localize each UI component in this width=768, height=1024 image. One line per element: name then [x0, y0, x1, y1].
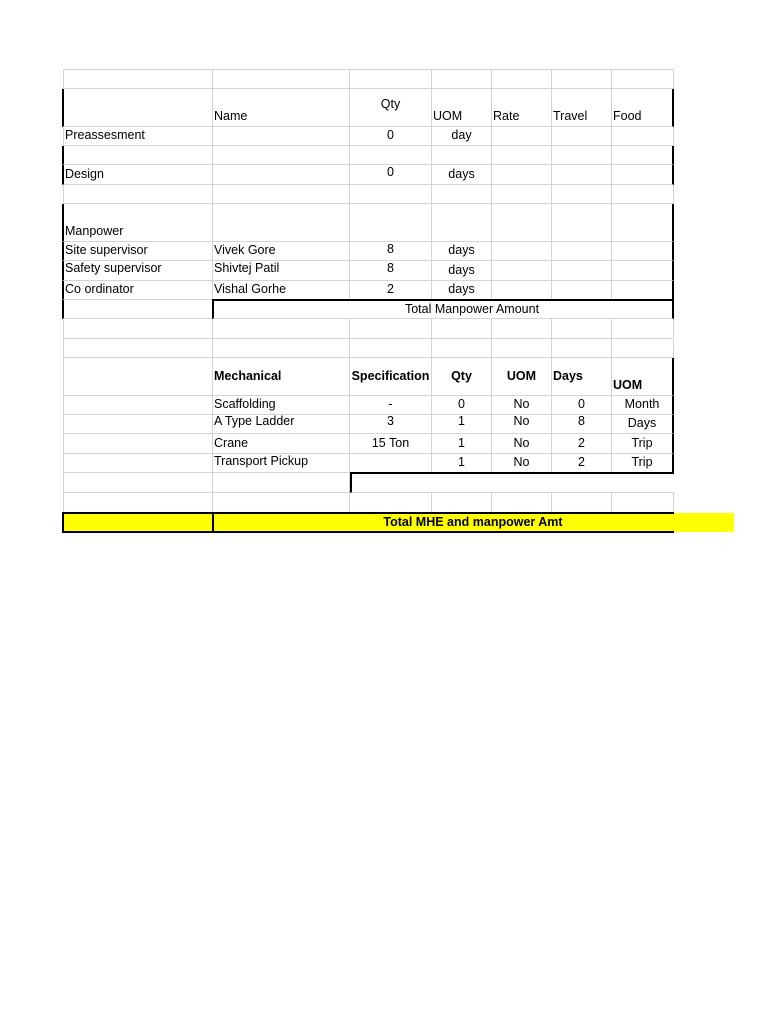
cell-empty[interactable] — [63, 434, 213, 454]
mech-spec[interactable]: 15 Ton — [350, 434, 432, 454]
preassessment-qty[interactable]: 0 — [350, 127, 432, 146]
cell-empty[interactable] — [350, 319, 432, 339]
cell-empty[interactable] — [612, 493, 674, 513]
cell-empty[interactable] — [432, 146, 492, 165]
mech-item[interactable]: Crane — [213, 434, 350, 454]
cell-empty[interactable] — [63, 185, 213, 204]
cell-empty[interactable] — [492, 127, 552, 146]
mech-spec[interactable] — [350, 454, 432, 473]
cell-empty[interactable] — [552, 242, 612, 261]
header-mech-qty[interactable]: Qty — [432, 358, 492, 396]
mech-days[interactable]: 2 — [552, 454, 612, 473]
mech-days[interactable]: 0 — [552, 396, 612, 415]
manpower-role[interactable]: Co ordinator — [62, 281, 213, 300]
mech-uom[interactable]: No — [492, 434, 552, 454]
manpower-uom[interactable]: days — [432, 261, 492, 281]
cell-empty[interactable] — [552, 165, 612, 185]
row-label-preassessment[interactable]: Preassesment — [63, 127, 213, 146]
mech-unit[interactable]: Days — [612, 415, 674, 434]
cell-empty[interactable] — [63, 69, 213, 89]
cell-empty[interactable] — [432, 204, 492, 242]
mech-unit[interactable]: Trip — [612, 454, 674, 473]
manpower-name[interactable]: Vishal Gorhe — [213, 281, 350, 300]
cell-empty[interactable] — [350, 185, 432, 204]
cell-empty[interactable] — [552, 281, 612, 300]
cell-empty[interactable] — [552, 339, 612, 358]
mech-item[interactable]: A Type Ladder — [213, 415, 350, 434]
mech-qty[interactable]: 1 — [432, 415, 492, 434]
cell-empty[interactable] — [492, 69, 552, 89]
header-rate[interactable]: Rate — [492, 89, 552, 127]
cell-empty[interactable] — [213, 69, 350, 89]
cell-empty[interactable] — [213, 319, 350, 339]
mech-uom[interactable]: No — [492, 454, 552, 473]
mech-qty[interactable]: 1 — [432, 434, 492, 454]
cell-empty[interactable] — [63, 493, 213, 513]
cell-empty[interactable] — [63, 319, 213, 339]
cell-empty[interactable] — [612, 127, 674, 146]
cell-empty[interactable] — [552, 319, 612, 339]
cell-empty[interactable] — [492, 319, 552, 339]
cell-empty[interactable] — [62, 300, 213, 319]
cell-empty[interactable] — [552, 493, 612, 513]
header-uom[interactable]: UOM — [432, 89, 492, 127]
cell-empty[interactable] — [492, 493, 552, 513]
cell-empty[interactable] — [492, 339, 552, 358]
cell-empty[interactable] — [552, 261, 612, 281]
cell-empty[interactable] — [612, 339, 674, 358]
cell-empty[interactable] — [213, 204, 350, 242]
mech-days[interactable]: 2 — [552, 434, 612, 454]
cell-empty[interactable] — [350, 339, 432, 358]
manpower-role[interactable]: Safety supervisor — [62, 261, 213, 281]
cell-empty[interactable] — [350, 493, 432, 513]
cell-empty[interactable] — [63, 415, 213, 434]
cell-empty[interactable] — [612, 204, 674, 242]
header-travel[interactable]: Travel — [552, 89, 612, 127]
header-unit[interactable]: UOM — [612, 358, 674, 396]
mech-spec[interactable]: - — [350, 396, 432, 415]
cell-empty[interactable] — [492, 204, 552, 242]
header-mechanical[interactable]: Mechanical — [213, 358, 350, 396]
header-mech-uom[interactable]: UOM — [492, 358, 552, 396]
total-manpower-label: Total Manpower Amount — [404, 302, 540, 316]
manpower-qty[interactable]: 8 — [350, 261, 432, 281]
cell-empty[interactable] — [213, 185, 350, 204]
cell-empty[interactable] — [612, 261, 674, 281]
header-food[interactable]: Food — [612, 89, 674, 127]
cell-empty[interactable] — [63, 454, 213, 473]
grand-total-label: Total MHE and manpower Amt — [383, 515, 563, 529]
cell-empty[interactable] — [432, 339, 492, 358]
cell-empty[interactable] — [213, 493, 350, 513]
mech-uom[interactable]: No — [492, 415, 552, 434]
cell-empty[interactable] — [492, 281, 552, 300]
cell-empty[interactable] — [492, 242, 552, 261]
mech-qty[interactable]: 0 — [432, 396, 492, 415]
cell-empty[interactable] — [432, 185, 492, 204]
merged-empty-cell[interactable] — [350, 472, 674, 493]
manpower-qty[interactable]: 8 — [350, 242, 432, 261]
mech-days[interactable]: 8 — [552, 415, 612, 434]
cell-empty[interactable] — [552, 146, 612, 165]
cell-empty[interactable] — [432, 69, 492, 89]
grand-total-label-cell[interactable] — [62, 512, 213, 533]
header-specification[interactable]: Specification — [350, 358, 432, 396]
cell-empty[interactable] — [612, 185, 674, 204]
mech-unit[interactable]: Month — [612, 396, 674, 415]
cell-empty[interactable] — [432, 319, 492, 339]
cell-empty[interactable] — [552, 127, 612, 146]
cell-empty[interactable] — [63, 396, 213, 415]
cell-empty[interactable] — [492, 185, 552, 204]
cell-empty[interactable] — [612, 146, 674, 165]
cell-empty[interactable] — [552, 204, 612, 242]
cell-empty[interactable] — [552, 69, 612, 89]
manpower-uom[interactable]: days — [432, 281, 492, 300]
cell-empty[interactable] — [63, 358, 213, 396]
design-qty[interactable]: 0 — [350, 165, 432, 185]
manpower-uom[interactable]: days — [432, 242, 492, 261]
cell-empty[interactable] — [612, 165, 674, 185]
manpower-name[interactable]: Shivtej Patil — [213, 261, 350, 281]
mech-item[interactable]: Transport Pickup — [213, 454, 350, 473]
cell-empty[interactable] — [350, 69, 432, 89]
cell-empty[interactable] — [612, 319, 674, 339]
mech-qty[interactable]: 1 — [432, 454, 492, 473]
cell-empty[interactable] — [552, 185, 612, 204]
cell-empty[interactable] — [62, 89, 213, 127]
manpower-qty[interactable]: 2 — [350, 281, 432, 300]
cell-empty[interactable] — [213, 127, 350, 146]
header-name[interactable]: Name — [213, 89, 350, 127]
cell-empty[interactable] — [213, 146, 350, 165]
mech-spec[interactable]: 3 — [350, 415, 432, 434]
manpower-name[interactable]: Vivek Gore — [213, 242, 350, 261]
cell-empty[interactable] — [492, 261, 552, 281]
header-days[interactable]: Days — [552, 358, 612, 396]
header-qty[interactable]: Qty — [350, 89, 432, 127]
row-label-manpower[interactable]: Manpower — [62, 204, 213, 242]
design-uom[interactable]: days — [432, 165, 492, 185]
cell-empty[interactable] — [350, 204, 432, 242]
cell-empty[interactable] — [213, 473, 350, 493]
mech-item[interactable]: Scaffolding — [213, 396, 350, 415]
cell-empty[interactable] — [432, 493, 492, 513]
cell-empty[interactable] — [612, 242, 674, 261]
cell-empty[interactable] — [492, 165, 552, 185]
cell-empty[interactable] — [213, 165, 350, 185]
cell-empty[interactable] — [612, 281, 674, 300]
cell-empty[interactable] — [492, 146, 552, 165]
cell-empty[interactable] — [213, 339, 350, 358]
mech-uom[interactable]: No — [492, 396, 552, 415]
preassessment-uom[interactable]: day — [432, 127, 492, 146]
row-label-design[interactable]: Design — [62, 165, 213, 185]
cell-empty[interactable] — [612, 69, 674, 89]
cell-empty[interactable] — [63, 339, 213, 358]
mech-unit[interactable]: Trip — [612, 434, 674, 454]
manpower-role[interactable]: Site supervisor — [62, 242, 213, 261]
cell-empty[interactable] — [63, 473, 213, 493]
cell-empty[interactable] — [350, 146, 432, 165]
cell-empty[interactable] — [62, 146, 213, 165]
